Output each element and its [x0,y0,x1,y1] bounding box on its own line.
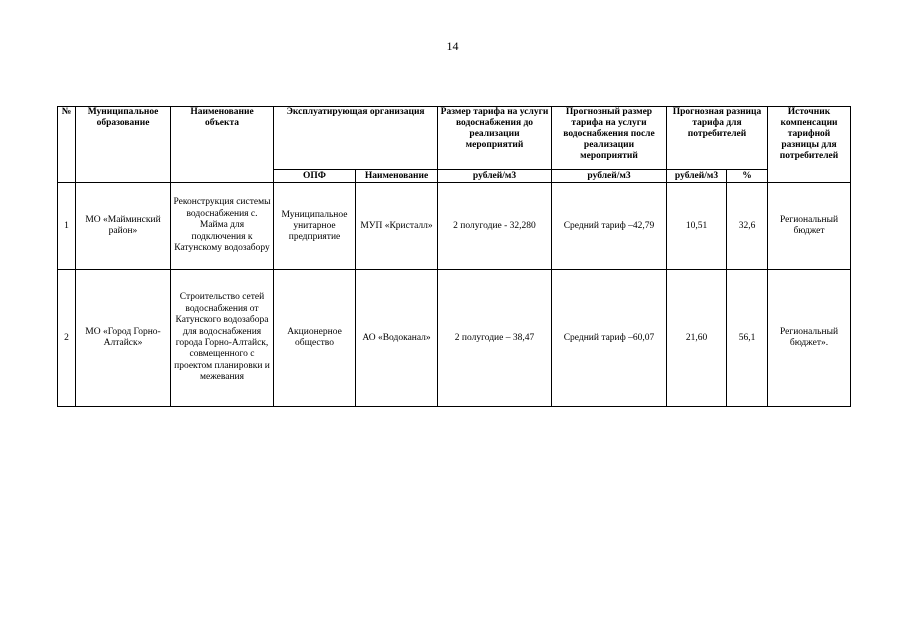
header-difference: Прогнозная разница тарифа для потребителей [667,107,768,170]
row-diff-rub: 10,51 [667,183,727,270]
row-object: Реконструкция системы водоснабжения с. Майма для подключения к Катунскому водозабору [171,183,274,270]
subheader-unit-forecast: рублей/м3 [552,170,667,183]
table-row [58,183,851,270]
header-tariff-forecast: Прогнозный размер тарифа на услуги водоснабжения после реализации мероприятий [552,107,667,170]
row-num: 2 [58,270,76,407]
row-municipality: МО «Город Горно-Алтайск» [76,270,171,407]
row-municipality: МО «Майминский район» [76,183,171,270]
header-tariff-before: Размер тарифа на услуги водоснабжения до реализации мероприятий [438,107,552,170]
page-number: 14 [446,39,459,53]
row-source: Региональный бюджет [768,183,851,270]
header-source: Источник компенсации тарифной разницы для потребителей [768,107,851,183]
subheader-name: Наименование [356,170,438,183]
subheader-unit-diff: рублей/м3 [667,170,727,183]
header-num: № [58,107,76,183]
row-tariff-before: 2 полугодие - 32,280 [438,183,552,270]
row-num: 1 [58,183,76,270]
row-operator-name: АО «Водоканал» [356,270,438,407]
row-diff-pct: 32,6 [727,183,768,270]
header-operator: Эксплуатирующая организация [274,107,438,170]
table-row [58,270,851,407]
header-municipality: Муниципальное образование [76,107,171,183]
row-tariff-forecast: Средний тариф –60,07 [552,270,667,407]
subheader-unit-before: рублей/м3 [438,170,552,183]
row-diff-rub: 21,60 [667,270,727,407]
tariff-table [57,106,851,407]
header-row [58,107,851,170]
row-operator-name: МУП «Кристалл» [356,183,438,270]
row-object: Строительство сетей водоснабжения от Катунского водозабора для водоснабжения города Горно-Алтайск, совмещенного с проектом планировки и межевания [171,270,274,407]
row-tariff-before: 2 полугодие – 38,47 [438,270,552,407]
subheader-opf: ОПФ [274,170,356,183]
row-opf: Муниципальное унитарное предприятие [274,183,356,270]
row-diff-pct: 56,1 [727,270,768,407]
row-opf: Акционерное общество [274,270,356,407]
header-object: Наименование объекта [171,107,274,183]
subheader-percent: % [727,170,768,183]
row-tariff-forecast: Средний тариф –42,79 [552,183,667,270]
row-source: Региональный бюджет». [768,270,851,407]
